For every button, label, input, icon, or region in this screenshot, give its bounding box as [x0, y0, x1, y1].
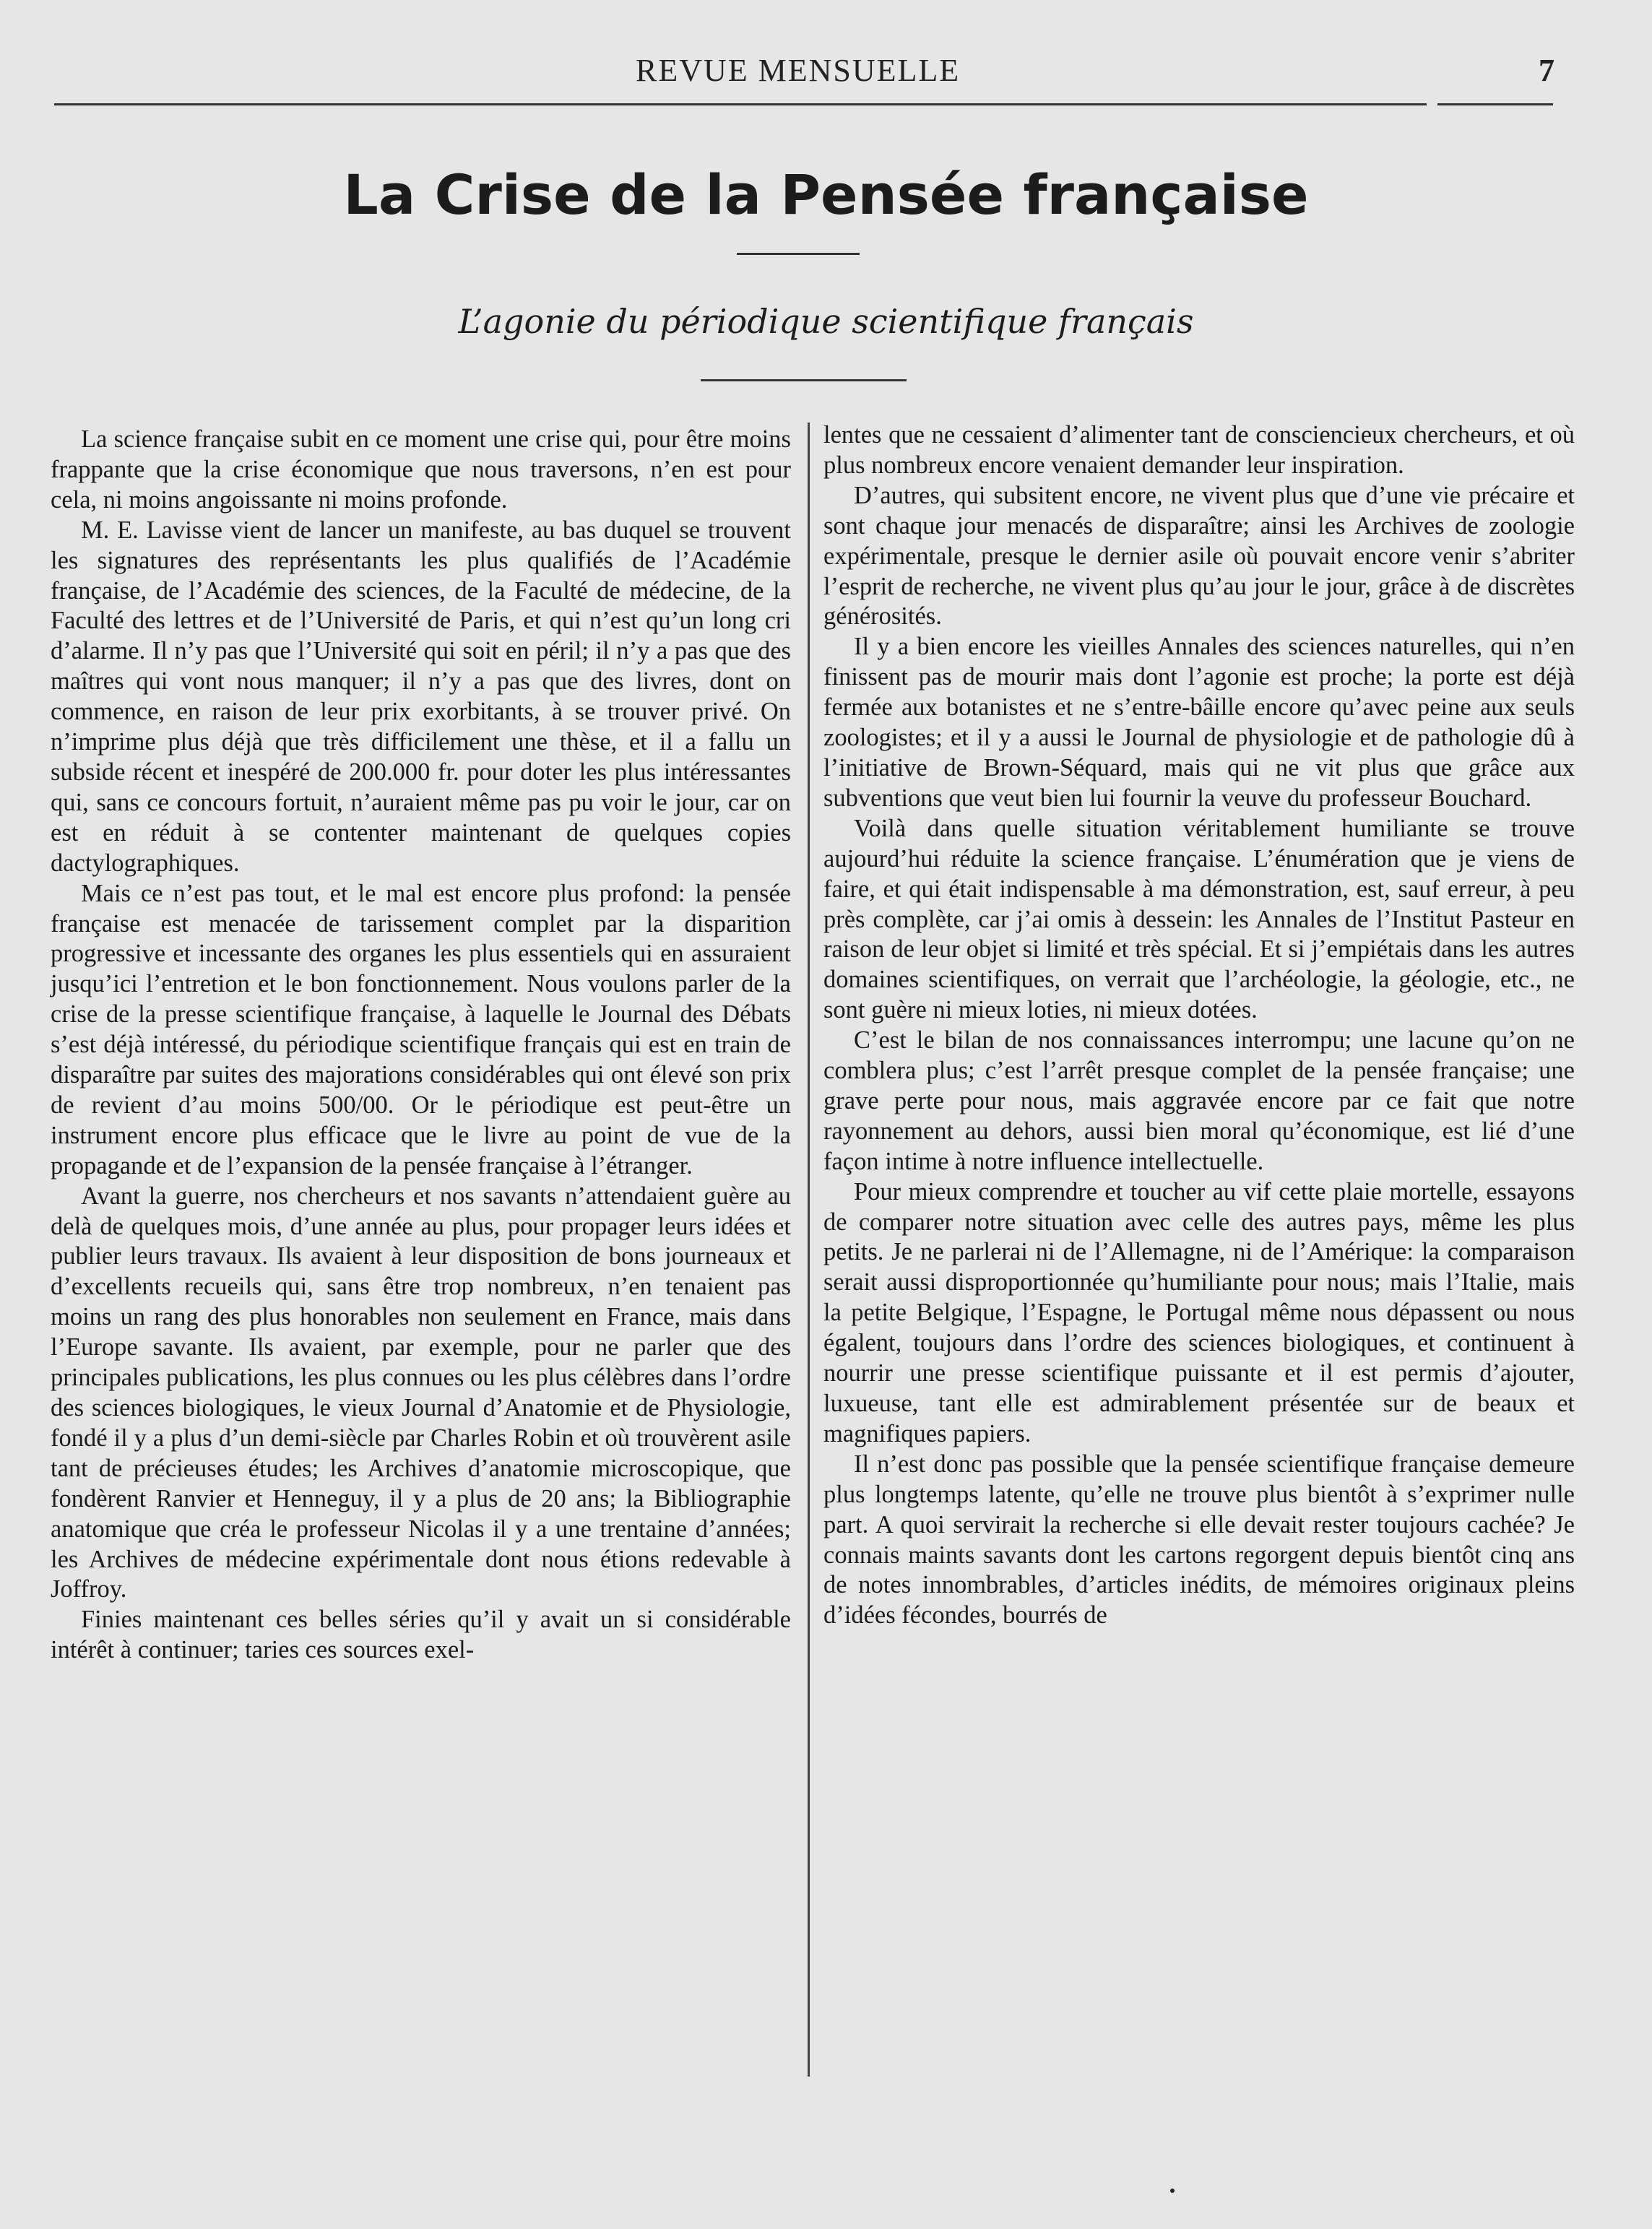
header-rule-right [1437, 103, 1553, 105]
paragraph: Avant la guerre, nos chercheurs et nos savants n’attendaient guère au delà de quelques mois, d’une année au plus, pour propager leurs idées et publier leurs travaux. Ils avaient à leur disposition de bons journeaux et d’excellents recueils qui, sans être trop nombreux, n’en tenaient pas moins un rang des plus honorables non seulement en France, mais dans l’Europe savante. Ils avaient, par exemple, pour ne parler que des principales publications, les plus connues ou les plus célèbres dans l’ordre des sciences biologiques, le vieux Journal d’Anatomie et de Physiologie, fondé il y a plus d’un demi-siècle par Charles Robin et où trouvèrent asile tant de précieuses études; les Archives d’anatomie microscopique, que fondèrent Ranvier et Henneguy, il y a plus de 20 ans; la Bibliographie anatomique que créa le professeur Nicolas il y a une trentaine d’années; les Archives de médecine expérimentale dont nous étions redevable à Joffroy. [51, 1182, 791, 1603]
print-speck [1170, 2189, 1175, 2193]
paragraph: Voilà dans quelle situation véritablement humiliante se trouve aujourd’hui réduite la science française. L’énumération que je viens de faire, et qui était indispensable à ma démonstration, est, sauf erreur, à peu près complète, car j’ai omis à dessein: les Annales de l’Institut Pasteur en raison de leur objet si limité et très spécial. Et si j’empiétais dans les autres domaines scientifiques, on verrait que l’archéologie, la géologie, etc., ne sont guère ni mieux loties, ni mieux dotées. [823, 814, 1575, 1024]
header-rule [54, 103, 1427, 105]
right-column [823, 420, 1575, 1631]
page-number: 7 [1539, 53, 1554, 88]
column-divider [808, 423, 810, 2077]
paragraph: Il y a bien encore les vieilles Annales des sciences naturelles, qui n’en finissent pas de mourir mais dont l’agonie est proche; la porte est déjà fermée aux botanistes et ne s’entre-bâille encore qu’avec peine aux seuls zoologistes; et il y a aussi le Journal de physiologie et de pathologie dû à l’initiative de Brown-Séquard, mais qui ne vit plus que grâce aux subventions que veut bien lui fournir la veuve du professeur Bouchard. [823, 633, 1575, 812]
article-subtitle: L’agonie du périodique scientifique français [458, 302, 1194, 341]
running-head [0, 52, 1652, 95]
subtitle-rule [701, 379, 907, 381]
article-title: La Crise de la Pensée française [343, 163, 1309, 227]
paragraph: Mais ce n’est pas tout, et le mal est encore plus profond: la pensée française est menacée de tarissement complet par la disparition progressive et incessante des organes les plus essentiels qui en assuraient jusqu’ici l’entretion et le bon fonctionnement. Nous voulons parler de la crise de la presse scientifique française, à laquelle le Journal des Débats s’est déjà intéressé, du périodique scientifique français qui est en train de disparaître par suites des majorations considérables qui ont élevé son prix de revient d’au moins 500/00. Or le périodique est peut-être un instrument encore plus efficace que le livre au point de vue de la propagande et de l’expansion de la pensée française à l’étranger. [51, 879, 791, 1180]
paragraph: Finies maintenant ces belles séries qu’il y avait un si considérable intérêt à continuer; taries ces sources exel- [51, 1606, 791, 1664]
paragraph: Il n’est donc pas possible que la pensée scientifique française demeure plus longtemps latente, qu’elle ne trouve plus bientôt à s’exprimer nulle part. A quoi servirait la recherche si elle devait rester toujours cachée? Je connais maints savants dont les cartons regorgent depuis bientôt cinq ans de notes innombrables, d’articles inédits, de mémoires originaux pleins d’idées fécondes, bourrés de [823, 1450, 1575, 1629]
paragraph: Pour mieux comprendre et toucher au vif cette plaie mortelle, essayons de comparer notre situation avec celle des autres pays, même les plus petits. Je ne parlerai ni de l’Allemagne, ni de l’Amérique: la comparaison serait aussi disproportionnée qu’humiliante pour nous; mais l’Italie, mais la petite Belgique, l’Espagne, le Portugal même nous dépassent ou nous égalent, toujours dans l’ordre des sciences biologiques, et continuent à nourrir une presse scientifique puissante et il est permis d’ajouter, luxueuse, tant elle est admirablement présentée sur de beaux et magnifiques papiers. [823, 1177, 1575, 1447]
paragraph: M. E. Lavisse vient de lancer un manifeste, au bas duquel se trouvent les signatures des représentants les plus qualifiés de l’Académie française, de l’Académie des sciences, de la Faculté de médecine, de la Faculté des lettres et de l’Université de Paris, et qui n’est qu’un long cri d’alarme. Il n’y pas que l’Université qui soit en péril; il n’y a pas que des maîtres qui vont nous manquer; il n’y a pas que des livres, dont on commence, en raison de leur prix exorbitants, à se trouver privé. On n’imprime plus déjà que très difficilement une thèse, et il a fallu un subside récent et inespéré de 200.000 fr. pour doter les plus intéressantes qui, sans ce concours fortuit, n’auraient même pas pu voir le jour, car on est en réduit à se contenter maintenant de quelques copies dactylographiques. [51, 516, 791, 877]
paragraph: La science française subit en ce moment une crise qui, pour être moins frappante que la crise économique que nous traversons, n’en est pour cela, ni moins angoissante ni moins profonde. [51, 425, 791, 514]
running-title: REVUE MENSUELLE [636, 53, 961, 88]
paragraph: C’est le bilan de nos connaissances interrompu; une lacune qu’on ne comblera plus; c’est l’arrêt presque complet de la pensée française; une grave perte pour nous, mais aggravée encore par ce fait que notre rayonnement au dehors, aussi bien moral qu’économique, est lié d’une façon intime à notre influence intellectuelle. [823, 1026, 1575, 1175]
left-column [51, 425, 791, 1666]
paragraph: D’autres, qui subsitent encore, ne vivent plus que d’une vie précaire et sont chaque jour menacés de disparaître; ainsi les Archives de zoologie expérimentale, presque le dernier asile où pouvait encore venir s’abriter l’esprit de recherche, ne vivent plus qu’au jour le jour, grâce à de discrètes générosités. [823, 481, 1575, 631]
title-rule [737, 253, 860, 255]
paragraph: lentes que ne cessaient d’alimenter tant de consciencieux chercheurs, et où plus nombreux encore venaient demander leur inspiration. [823, 421, 1575, 479]
